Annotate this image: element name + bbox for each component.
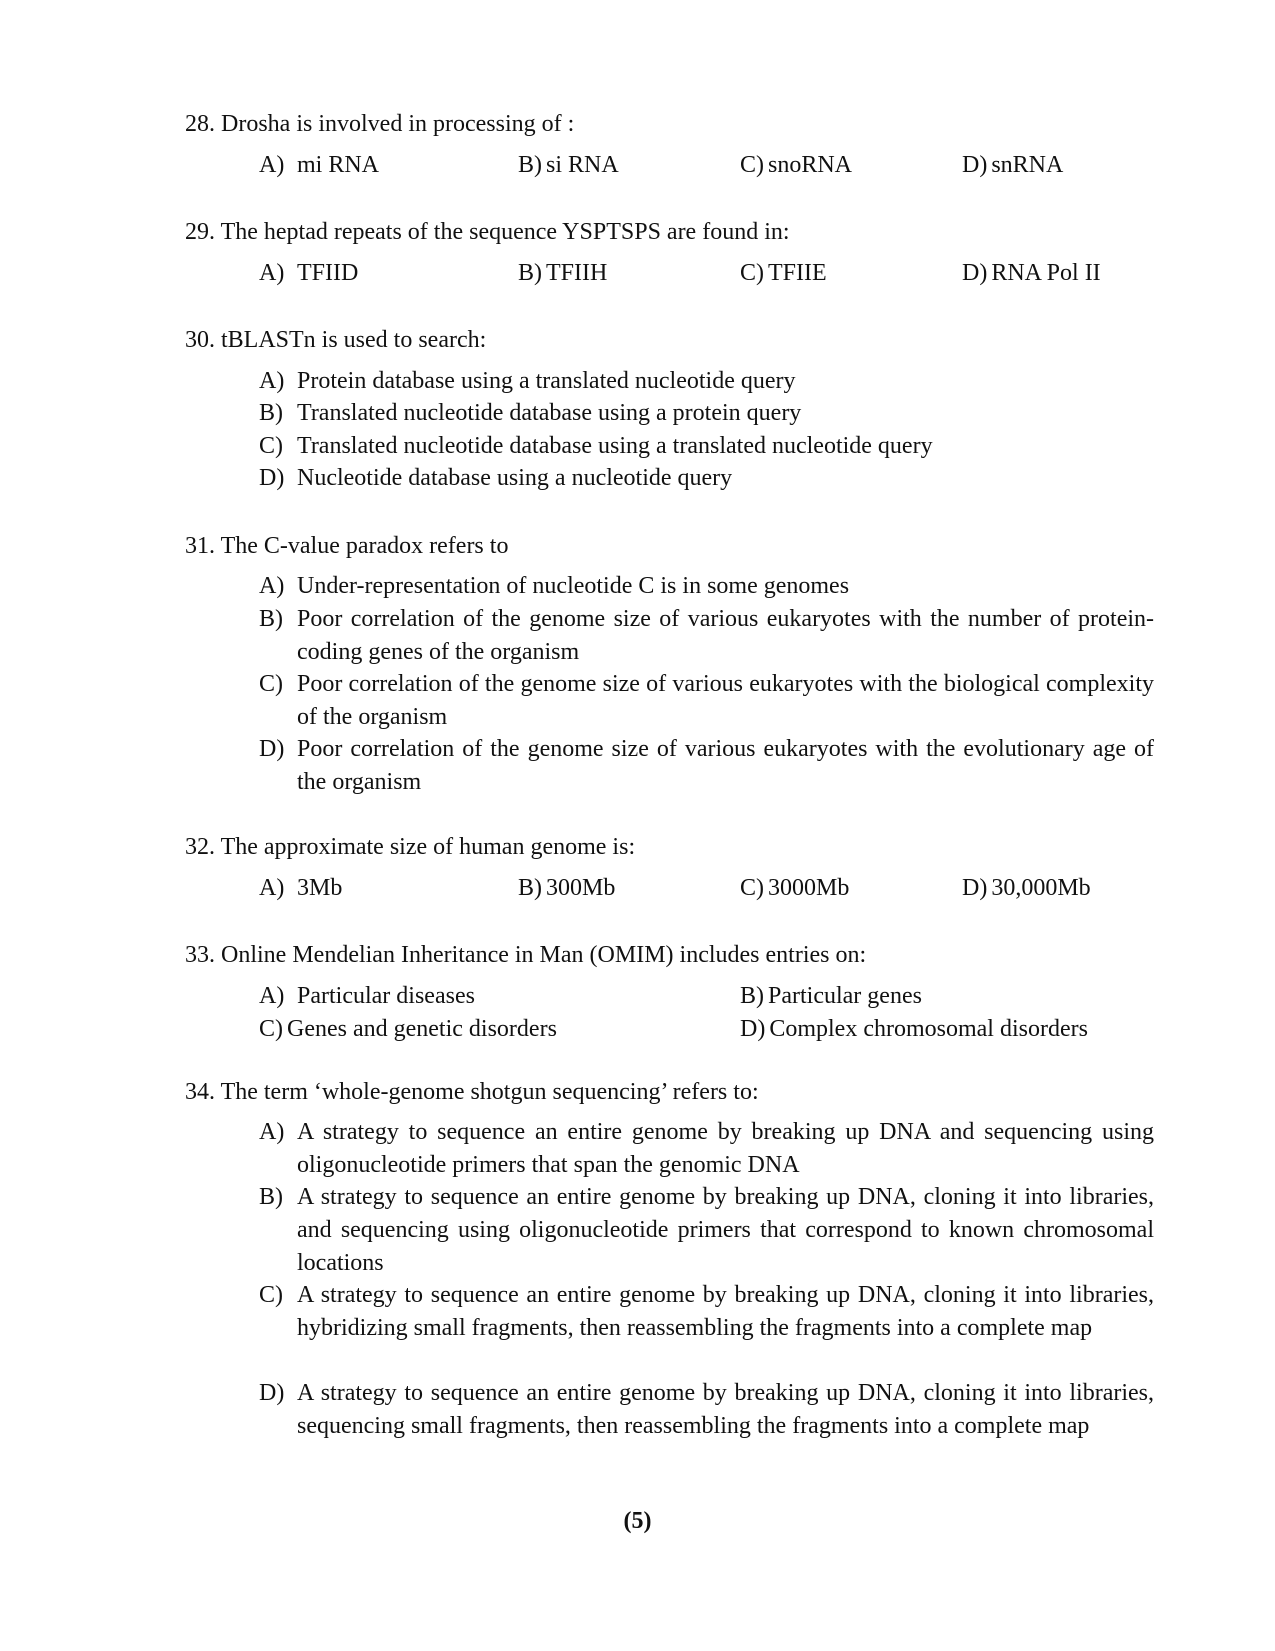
question-30-option-b (259, 398, 801, 428)
question-30-stem: 30. tBLASTn is used to search: (185, 327, 487, 353)
question-31-option-a (259, 570, 1154, 603)
question-31-stem: 31. The C-value paradox refers to (185, 533, 509, 559)
option-text: 30,000Mb (991, 875, 1091, 901)
option-text: Particular genes (768, 983, 922, 1009)
question-34-option-d (259, 1377, 1154, 1443)
question-33-stem: 33. Online Mendelian Inheritance in Man (OMIM) includes entries on: (185, 942, 867, 968)
option-text: Poor correlation of the genome size of various eukaryotes with the biological complexity of the organism (297, 671, 1154, 730)
option-text: snRNA (991, 152, 1064, 178)
question-34-option-a (259, 1116, 1154, 1182)
question-32-option-d (962, 873, 1091, 903)
option-text: A strategy to sequence an entire genome by breaking up DNA, cloning it into libraries, sequencing small fragments, then reassembling the fragments into a complete map (297, 1380, 1154, 1439)
question-31-option-b (259, 603, 1154, 669)
option-label: A) (259, 1119, 285, 1145)
option-text: TFIIE (768, 260, 827, 286)
option-label: D) (740, 1016, 766, 1042)
question-32-option-c (740, 873, 849, 903)
question-33-option-c (259, 1014, 557, 1044)
option-label: A) (259, 368, 285, 394)
question-33-option-a (259, 981, 475, 1011)
option-label: B) (259, 400, 283, 426)
option-label: D) (259, 1380, 285, 1406)
option-text: Poor correlation of the genome size of various eukaryotes with the evolutionary age of the organism (297, 736, 1154, 795)
question-31-option-c (259, 668, 1154, 734)
option-label: A) (259, 983, 285, 1009)
option-label: B) (518, 875, 542, 901)
question-29-option-d (962, 258, 1101, 288)
option-label: D) (962, 260, 988, 286)
option-label: B) (518, 152, 542, 178)
option-label: D) (259, 736, 285, 762)
question-33-option-b (740, 981, 922, 1011)
option-text: 3Mb (297, 875, 343, 901)
option-text: Nucleotide database using a nucleotide query (297, 465, 733, 491)
question-32-option-a (259, 873, 342, 903)
question-28-option-a (259, 150, 379, 180)
option-text: Protein database using a translated nucleotide query (297, 368, 796, 394)
question-34-option-c (259, 1279, 1154, 1345)
option-text: Translated nucleotide database using a protein query (297, 400, 802, 426)
option-label: C) (259, 671, 283, 697)
option-text: RNA Pol II (991, 260, 1101, 286)
question-28-stem: 28. Drosha is involved in processing of : (185, 111, 575, 137)
option-label: D) (962, 152, 988, 178)
option-text: TFIIH (546, 260, 608, 286)
question-32-option-b (518, 873, 615, 903)
option-text: mi RNA (297, 152, 380, 178)
option-text: 3000Mb (768, 875, 850, 901)
option-label: C) (740, 875, 764, 901)
question-28-option-c (740, 150, 852, 180)
option-label: A) (259, 260, 285, 286)
option-label: B) (259, 1184, 283, 1210)
question-32-stem: 32. The approximate size of human genome is: (185, 834, 636, 860)
option-label: C) (259, 433, 283, 459)
option-text: 300Mb (546, 875, 616, 901)
question-29-option-b (518, 258, 607, 288)
question-34-stem: 34. The term ‘whole-genome shotgun sequencing’ refers to: (185, 1079, 759, 1105)
option-label: B) (740, 983, 764, 1009)
question-30-option-a (259, 366, 796, 396)
option-text: Under-representation of nucleotide C is in some genomes (297, 573, 850, 599)
option-text: A strategy to sequence an entire genome by breaking up DNA and sequencing using oligonucleotide primers that span the genomic DNA (297, 1119, 1154, 1178)
option-label: A) (259, 573, 285, 599)
option-label: B) (259, 606, 283, 632)
option-text: A strategy to sequence an entire genome by breaking up DNA, cloning it into libraries, hybridizing small fragments, then reassembling the fragments into a complete map (297, 1282, 1154, 1341)
question-30-option-c (259, 431, 933, 461)
question-29-stem: 29. The heptad repeats of the sequence YSPTSPS are found in: (185, 219, 790, 245)
option-text: Complex chromosomal disorders (769, 1016, 1088, 1042)
option-text: snoRNA (768, 152, 853, 178)
option-text: Particular diseases (297, 983, 475, 1009)
page-number: (5) (623, 1508, 652, 1534)
option-label: C) (259, 1282, 283, 1308)
option-text: Genes and genetic disorders (287, 1016, 557, 1042)
option-label: A) (259, 875, 285, 901)
option-text: A strategy to sequence an entire genome by breaking up DNA, cloning it into libraries, and sequencing using oligonucleotide primers that correspond to known chromosomal locations (297, 1184, 1154, 1276)
question-31-option-d (259, 733, 1154, 799)
question-33-option-d (740, 1014, 1088, 1044)
option-label: C) (740, 152, 764, 178)
question-28-option-d (962, 150, 1063, 180)
option-label: A) (259, 152, 285, 178)
question-29-option-c (740, 258, 827, 288)
option-label: C) (259, 1016, 283, 1042)
option-text: Translated nucleotide database using a translated nucleotide query (297, 433, 933, 459)
option-label: B) (518, 260, 542, 286)
question-30-option-d (259, 463, 732, 493)
option-text: TFIID (297, 260, 359, 286)
option-label: C) (740, 260, 764, 286)
question-34-option-b (259, 1181, 1154, 1280)
option-label: D) (259, 465, 285, 491)
question-28-option-b (518, 150, 619, 180)
option-label: D) (962, 875, 988, 901)
option-text: si RNA (546, 152, 619, 178)
option-text: Poor correlation of the genome size of various eukaryotes with the number of protein-coding genes of the organism (297, 606, 1154, 665)
question-29-option-a (259, 258, 358, 288)
